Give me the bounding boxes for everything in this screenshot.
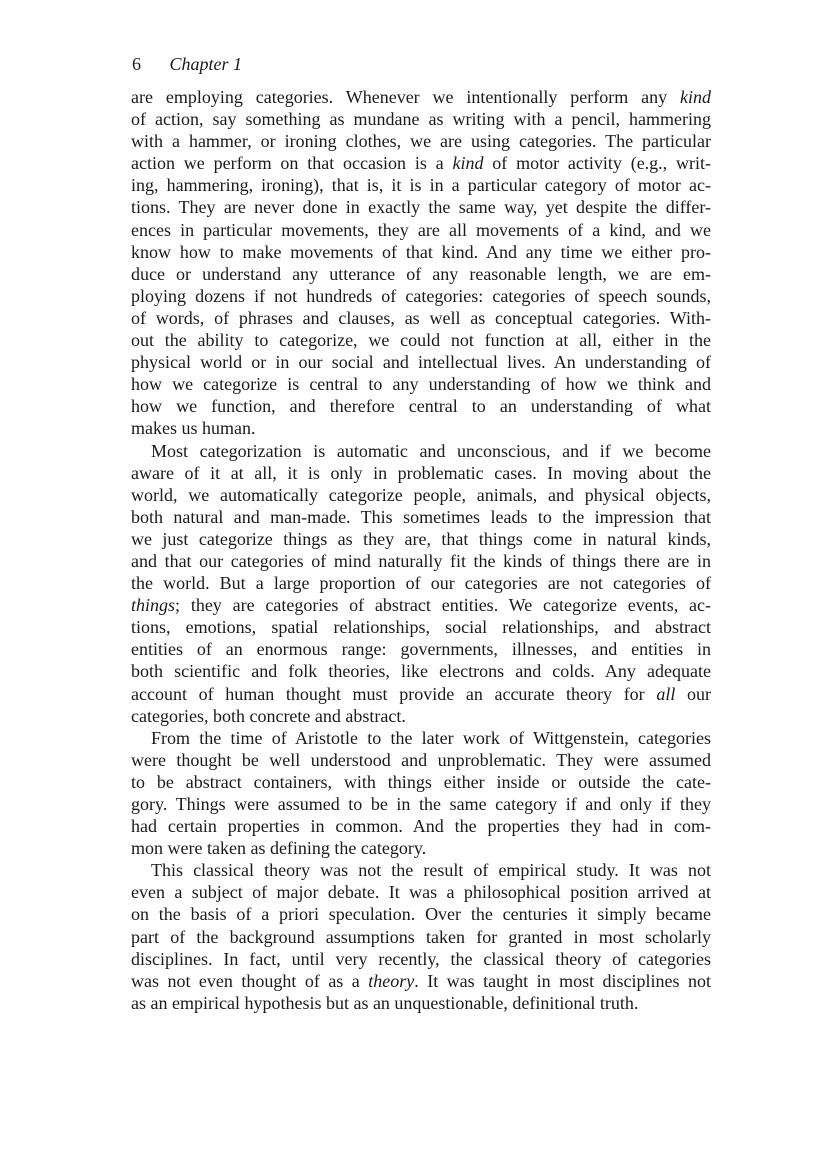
text-line	[131, 528, 711, 550]
text-line	[131, 440, 711, 462]
text-line	[131, 108, 711, 130]
text-line	[131, 484, 711, 506]
text-line	[131, 837, 711, 859]
text-segment: and that our categories of mind naturally fit the kinds of things there are in	[131, 550, 711, 571]
text-line	[131, 395, 711, 417]
text-line	[131, 351, 711, 373]
text-line	[131, 749, 711, 771]
text-segment: categories, both concrete and abstract.	[131, 705, 406, 726]
italic-text: things	[131, 595, 176, 616]
text-segment: ences in particular movements, they are all movements of a kind, and we	[131, 219, 711, 240]
text-segment: we just categorize things as they are, that things come in natural kinds,	[131, 528, 711, 549]
text-segment: to be abstract containers, with things either inside or outside the cate-	[131, 771, 711, 792]
text-line	[131, 660, 711, 682]
chapter-label: Chapter 1	[169, 54, 243, 74]
text-line	[131, 771, 711, 793]
text-line	[131, 241, 711, 263]
text-line	[131, 948, 711, 970]
text-line	[131, 152, 711, 174]
text-segment: duce or understand any utterance of any reasonable length, we are em-	[131, 263, 711, 284]
text-segment: are employing categories. Whenever we intentionally perform any	[131, 87, 680, 107]
text-segment: entities of an enormous range: governments, illnesses, and entities in	[131, 639, 711, 660]
text-segment: out the ability to categorize, we could not function at all, either in the	[131, 330, 711, 351]
text-segment: part of the background assumptions taken for granted in most scholarly	[131, 926, 711, 947]
text-line	[131, 881, 711, 903]
text-line	[131, 196, 711, 218]
text-segment: were thought be well understood and unproblematic. They were assumed	[131, 749, 711, 770]
text-segment: mon were taken as defining the category.	[131, 838, 427, 859]
text-segment: of action, say something as mundane as writing with a pencil, hammering	[131, 109, 711, 130]
text-line	[131, 815, 711, 837]
text-segment: tions, emotions, spatial relationships, social relationships, and abstract	[131, 617, 711, 638]
text-line	[131, 594, 711, 616]
text-line	[131, 992, 711, 1014]
text-segment: makes us human.	[131, 418, 256, 439]
text-segment: gory. Things were assumed to be in the same category if and only if they	[131, 794, 711, 814]
text-line	[131, 130, 711, 152]
text-line	[131, 793, 711, 815]
text-line	[131, 86, 711, 108]
italic-text: kind	[680, 87, 711, 107]
text-segment: world, we automatically categorize people, animals, and physical objects,	[131, 484, 711, 505]
text-line	[131, 506, 711, 528]
text-segment: our	[675, 683, 711, 704]
page-number: 6	[132, 54, 141, 74]
paragraph	[131, 440, 711, 727]
text-line	[131, 462, 711, 484]
text-line	[131, 903, 711, 925]
text-line	[131, 616, 711, 638]
text-segment: was not even thought of as a	[131, 970, 369, 991]
text-line	[131, 285, 711, 307]
paragraph	[131, 859, 711, 1014]
text-segment: ing, hammering, ironing), that is, it is in a particular category of motor ac-	[131, 175, 711, 196]
text-segment: action we perform on that occasion is a	[131, 153, 453, 174]
text-line	[131, 727, 711, 749]
text-line	[131, 638, 711, 660]
text-segment: From the time of Aristotle to the later work of Wittgenstein, categories	[151, 727, 711, 748]
text-segment: Most categorization is automatic and unconscious, and if we become	[151, 440, 711, 461]
text-line	[131, 329, 711, 351]
text-segment: had certain properties in common. And the properties they had in com-	[131, 816, 711, 837]
text-segment: account of human thought must provide an accurate theory for	[131, 683, 657, 704]
text-segment: physical world or in our social and intellectual lives. An understanding of	[131, 352, 711, 373]
text-line	[131, 926, 711, 948]
text-line	[131, 417, 711, 439]
text-line	[131, 307, 711, 329]
running-header	[132, 53, 242, 75]
text-segment: both natural and man-made. This sometimes leads to the impression that	[131, 506, 711, 527]
body-text	[131, 86, 711, 1014]
text-segment: how we categorize is central to any understanding of how we think and	[131, 374, 711, 395]
text-segment: ; they are categories of abstract entities. We categorize events, ac-	[175, 595, 711, 616]
text-segment: with a hammer, or ironing clothes, we are using categories. The particular	[131, 131, 711, 152]
text-line	[131, 174, 711, 196]
text-segment: as an empirical hypothesis but as an unquestionable, definitional truth.	[131, 992, 639, 1013]
text-segment: disciplines. In fact, until very recently, the classical theory of categories	[131, 948, 711, 969]
text-segment: both scientific and folk theories, like electrons and colds. Any adequate	[131, 661, 711, 682]
text-line	[131, 970, 711, 992]
text-segment: This classical theory was not the result of empirical study. It was not	[151, 860, 711, 881]
text-segment: of motor activity (e.g., writ-	[483, 153, 711, 174]
text-segment: the world. But a large proportion of our categories are not categories of	[131, 573, 711, 594]
text-line	[131, 263, 711, 285]
text-line	[131, 550, 711, 572]
text-segment: even a subject of major debate. It was a philosophical position arrived at	[131, 882, 711, 903]
text-line	[131, 683, 711, 705]
italic-text: kind	[452, 153, 484, 174]
italic-text: theory	[368, 970, 415, 991]
text-line	[131, 572, 711, 594]
text-line	[131, 373, 711, 395]
text-line	[131, 705, 711, 727]
text-segment: know how to make movements of that kind. And any time we either pro-	[131, 241, 711, 262]
text-segment: ploying dozens if not hundreds of categories: categories of speech sounds,	[131, 285, 711, 306]
paragraph	[131, 86, 711, 440]
paragraph	[131, 727, 711, 860]
text-segment: on the basis of a priori speculation. Over the centuries it simply became	[131, 904, 711, 925]
text-segment: aware of it at all, it is only in problematic cases. In moving about the	[131, 462, 711, 483]
italic-text: all	[656, 683, 676, 704]
text-segment: tions. They are never done in exactly the same way, yet despite the differ-	[131, 197, 711, 218]
text-segment: how we function, and therefore central to an understanding of what	[131, 396, 711, 417]
text-segment: . It was taught in most disciplines not	[414, 970, 712, 991]
text-segment: of words, of phrases and clauses, as well as conceptual categories. With-	[131, 307, 711, 328]
text-line	[131, 859, 711, 881]
text-line	[131, 219, 711, 241]
